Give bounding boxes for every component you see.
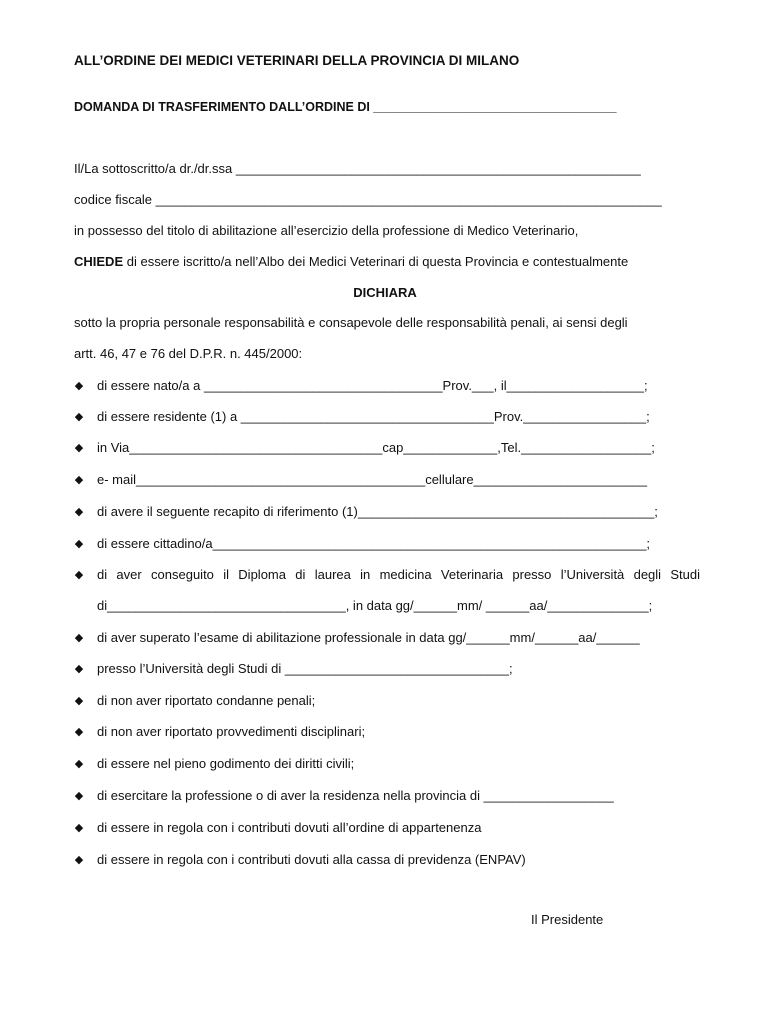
list-item-text: di non aver riportato condanne penali; [97,693,316,708]
bullet-icon: ◆ [74,380,84,392]
bullet-icon: ◆ [74,758,84,770]
declaration-line-2: artt. 46, 47 e 76 del D.P.R. n. 445/2000: [74,346,303,361]
bullet-icon: ◆ [74,442,84,454]
list-item-text: di aver conseguito il Diploma di laurea in medicina Veterinaria presso l’Università degli Studi [97,567,700,582]
bullet-icon: ◆ [74,538,84,550]
list-item [74,693,700,709]
bullet-icon: ◆ [74,411,84,423]
bullet-icon: ◆ [74,790,84,802]
list-item-text: di esercitare la professione o di aver la residenza nella provincia di __________________ [97,788,614,803]
list-item-text: di essere cittadino/a____________________________________________________________; [97,536,651,551]
request-keyword: CHIEDE [74,254,124,269]
list-item-text: in Via___________________________________cap_____________,Tel.__________________; [97,440,655,455]
list-item-text: e- mail________________________________________cellulare________________________ [97,472,648,487]
name-line: Il/La sottoscritto/a dr./dr.ssa ________________________________________________________ [74,161,641,176]
document-title: ALL’ORDINE DEI MEDICI VETERINARI DELLA PROVINCIA DI MILANO [74,53,520,68]
bullet-icon: ◆ [74,569,84,581]
list-item-text: di aver superato l’esame di abilitazione professionale in data gg/______mm/______aa/______ [97,630,640,645]
list-item [74,504,700,520]
bullet-icon: ◆ [74,632,84,644]
list-item [74,630,700,646]
request-line [74,254,700,270]
list-item [74,661,700,677]
list-item-text: di essere in regola con i contributi dovuti all’ordine di appartenenza [97,820,482,835]
bullet-icon: ◆ [74,695,84,707]
declaration-heading: DICHIARA [353,285,417,300]
bullet-icon: ◆ [74,726,84,738]
list-item [74,409,700,425]
list-item-text: di essere residente (1) a ___________________________________Prov._________________; [97,409,650,424]
bullet-icon: ◆ [74,474,84,486]
list-item-text: di avere il seguente recapito di riferimento (1)_________________________________________; [97,504,658,519]
list-item-text: di non aver riportato provvedimenti disciplinari; [97,724,366,739]
list-item [74,536,700,552]
list-item [74,724,700,740]
list-item [74,440,700,456]
declaration-line-1: sotto la propria personale responsabilità e consapevole delle responsabilità penali, ai sensi degli [74,315,628,330]
fiscal-code-line: codice fiscale ______________________________________________________________________ [74,192,662,207]
list-item [74,756,700,772]
list-item-text: presso l’Università degli Studi di _______________________________; [97,661,513,676]
bullet-icon: ◆ [74,506,84,518]
list-item-text: di essere nel pieno godimento dei diritti civili; [97,756,355,771]
signature-label: Il Presidente [531,912,604,927]
bullet-icon: ◆ [74,663,84,675]
list-item [74,852,700,868]
list-item [74,820,700,836]
list-item [74,567,700,583]
bullet-icon: ◆ [74,854,84,866]
request-text: di essere iscritto/a nell’Albo dei Medici Veterinari di questa Provincia e contestualmente [123,254,629,269]
list-item [74,472,700,488]
list-item-text: di essere nato/a a _________________________________Prov.___, il___________________; [97,378,648,393]
document-subtitle: DOMANDA DI TRASFERIMENTO DALL’ORDINE DI ___________________________________ [74,100,617,114]
list-item [74,378,700,394]
bullet-icon: ◆ [74,822,84,834]
list-item-continuation: di_________________________________, in data gg/______mm/ ______aa/______________; [97,598,653,613]
list-item-text: di essere in regola con i contributi dovuti alla cassa di previdenza (ENPAV) [97,852,526,867]
qualification-line: in possesso del titolo di abilitazione all’esercizio della professione di Medico Veterinario, [74,223,579,238]
list-item [74,788,700,804]
